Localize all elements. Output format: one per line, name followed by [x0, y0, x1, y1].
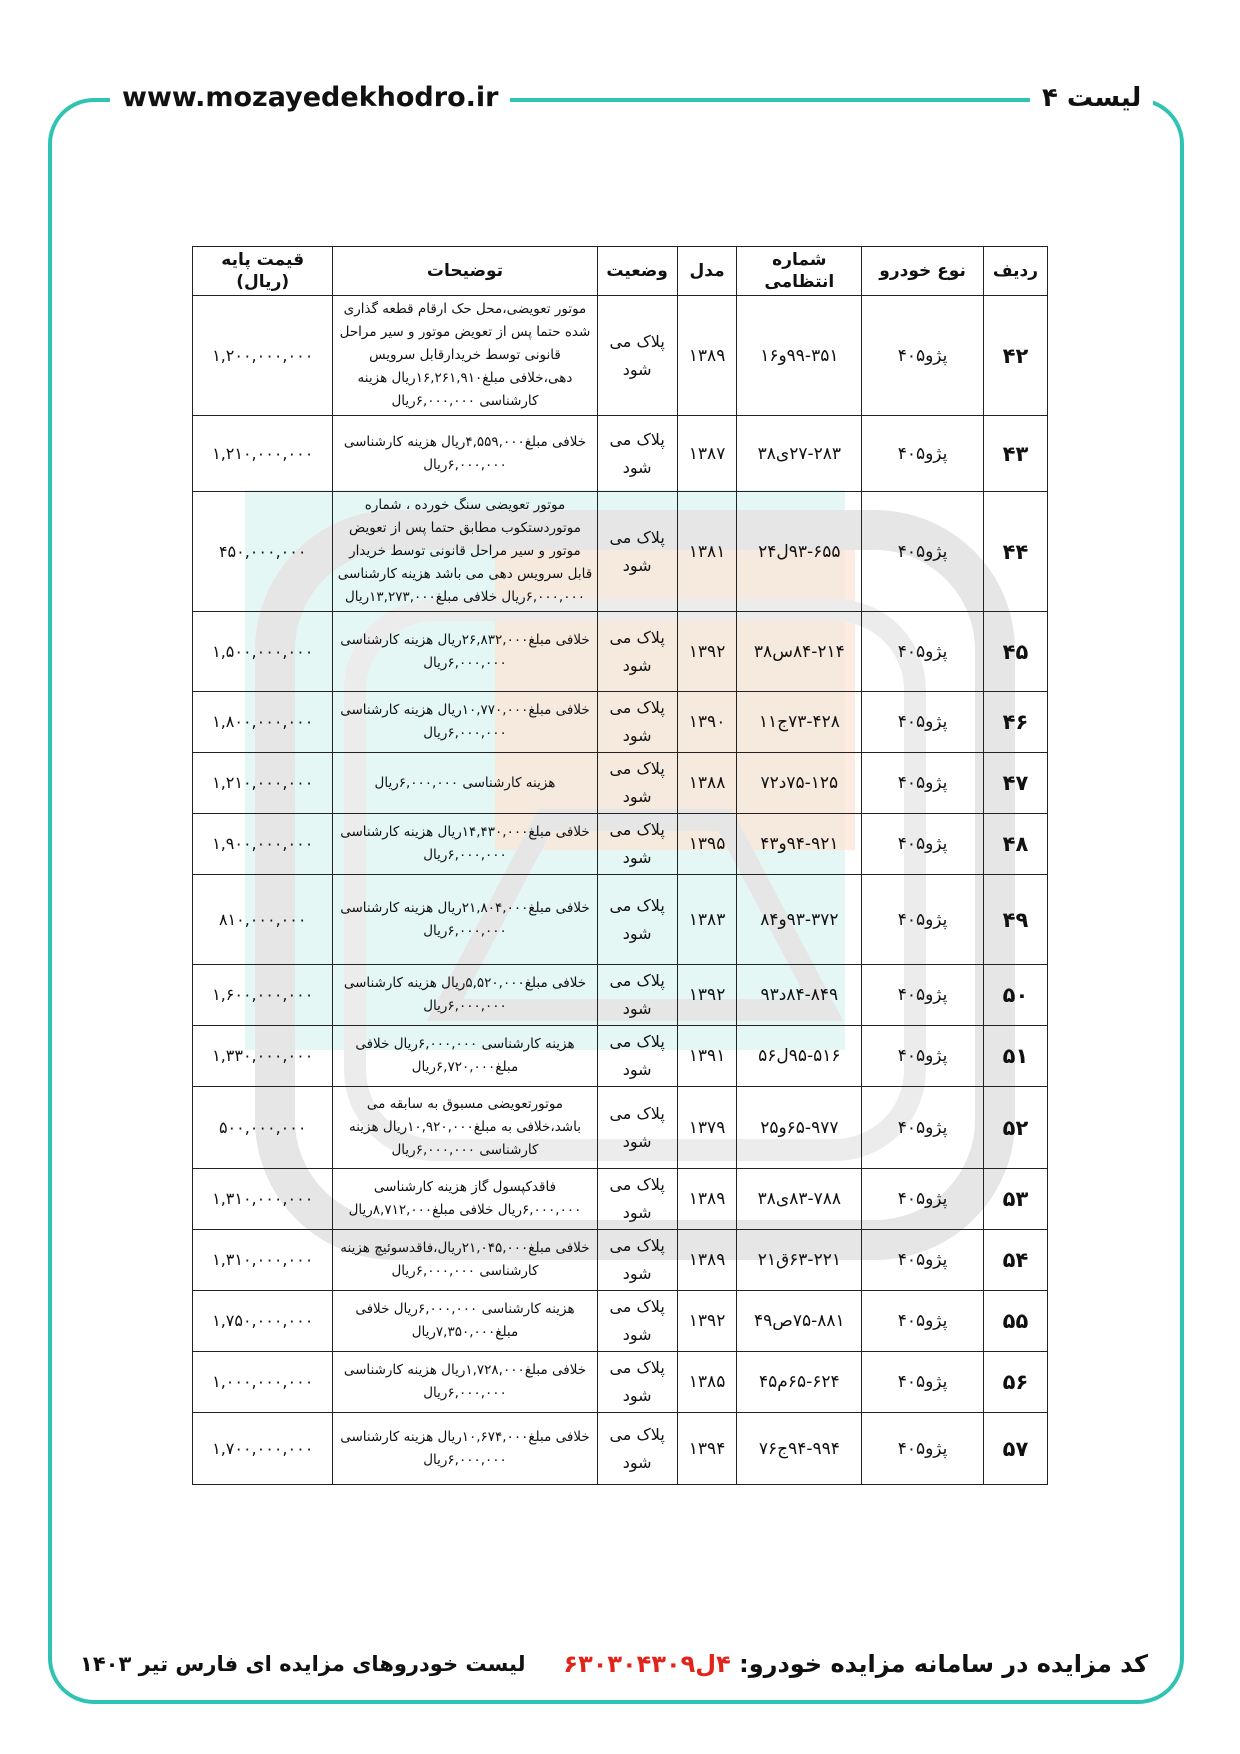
cell-row: ۵۰ — [983, 965, 1047, 1026]
cell-plate: ۷۳-۴۲۸ج۱۱ — [737, 692, 862, 753]
cell-model: ۱۳۸۳ — [677, 875, 737, 965]
table-row — [193, 814, 1048, 875]
cell-price: ۱,۸۰۰,۰۰۰,۰۰۰ — [193, 692, 333, 753]
cell-plate: ۷۵-۱۲۵د۷۲ — [737, 753, 862, 814]
cell-price: ۱,۷۰۰,۰۰۰,۰۰۰ — [193, 1413, 333, 1485]
cell-model: ۱۳۸۱ — [677, 492, 737, 612]
table-row — [193, 1026, 1048, 1087]
cell-model: ۱۳۸۹ — [677, 296, 737, 416]
cell-plate: ۷۵-۸۸۱ص۴۹ — [737, 1291, 862, 1352]
table-row — [193, 1352, 1048, 1413]
cell-row: ۴۹ — [983, 875, 1047, 965]
cell-desc: خلافی مبلغ۱,۷۲۸,۰۰۰ریال هزینه کارشناسی ۶,۰۰۰,۰۰۰ریال — [333, 1352, 597, 1413]
table-header-row — [193, 247, 1048, 296]
cell-price: ۱,۳۳۰,۰۰۰,۰۰۰ — [193, 1026, 333, 1087]
cell-status: پلاک می شود — [597, 1026, 677, 1087]
cell-row: ۴۶ — [983, 692, 1047, 753]
cell-type: پژو۴۰۵ — [862, 1026, 984, 1087]
cell-status: پلاک می شود — [597, 814, 677, 875]
col-plate: شماره انتظامی — [737, 247, 862, 296]
cell-model: ۱۳۹۲ — [677, 1291, 737, 1352]
footer-list-title: لیست خودروهای مزایده ای فارس تیر ۱۴۰۳ — [80, 1652, 526, 1676]
cell-type: پژو۴۰۵ — [862, 1413, 984, 1485]
cell-model: ۱۳۹۴ — [677, 1413, 737, 1485]
cell-desc: هزینه کارشناسی ۶,۰۰۰,۰۰۰ریال خلافی مبلغ۶,۷۲۰,۰۰۰ریال — [333, 1026, 597, 1087]
cell-desc: خلافی مبلغ۱۴,۴۳۰,۰۰۰ریال هزینه کارشناسی ۶,۰۰۰,۰۰۰ریال — [333, 814, 597, 875]
cell-plate: ۹۴-۹۹۴ج۷۶ — [737, 1413, 862, 1485]
table-row — [193, 416, 1048, 492]
table-row — [193, 875, 1048, 965]
cell-type: پژو۴۰۵ — [862, 612, 984, 692]
col-row: ردیف — [983, 247, 1047, 296]
cell-row: ۴۲ — [983, 296, 1047, 416]
cell-type: پژو۴۰۵ — [862, 692, 984, 753]
cell-desc: خلافی مبلغ۲۱,۰۴۵,۰۰۰ریال،فاقدسوئیچ هزینه کارشناسی ۶,۰۰۰,۰۰۰ریال — [333, 1230, 597, 1291]
cell-desc: خلافی مبلغ۴,۵۵۹,۰۰۰ریال هزینه کارشناسی ۶,۰۰۰,۰۰۰ریال — [333, 416, 597, 492]
cell-price: ۴۵۰,۰۰۰,۰۰۰ — [193, 492, 333, 612]
table-row — [193, 296, 1048, 416]
cell-price: ۱,۲۱۰,۰۰۰,۰۰۰ — [193, 416, 333, 492]
cell-model: ۱۳۸۸ — [677, 753, 737, 814]
cell-plate: ۹۳-۳۷۲و۸۴ — [737, 875, 862, 965]
cell-type: پژو۴۰۵ — [862, 965, 984, 1026]
cell-type: پژو۴۰۵ — [862, 1169, 984, 1230]
cell-plate: ۹۴-۹۲۱و۴۳ — [737, 814, 862, 875]
cell-status: پلاک می شود — [597, 1087, 677, 1169]
col-type: نوع خودرو — [862, 247, 984, 296]
cell-plate: ۸۴-۸۴۹د۹۳ — [737, 965, 862, 1026]
cell-model: ۱۳۷۹ — [677, 1087, 737, 1169]
cell-plate: ۸۳-۷۸۸ی۳۸ — [737, 1169, 862, 1230]
cell-price: ۱,۲۰۰,۰۰۰,۰۰۰ — [193, 296, 333, 416]
cell-plate: ۶۵-۶۲۴م۴۵ — [737, 1352, 862, 1413]
cell-status: پلاک می شود — [597, 1230, 677, 1291]
cell-status: پلاک می شود — [597, 1291, 677, 1352]
cell-type: پژو۴۰۵ — [862, 875, 984, 965]
cell-model: ۱۳۹۵ — [677, 814, 737, 875]
cell-row: ۵۴ — [983, 1230, 1047, 1291]
cell-status: پلاک می شود — [597, 875, 677, 965]
cell-row: ۴۷ — [983, 753, 1047, 814]
cell-status: پلاک می شود — [597, 492, 677, 612]
col-status: وضعیت — [597, 247, 677, 296]
table-row — [193, 965, 1048, 1026]
cell-row: ۵۶ — [983, 1352, 1047, 1413]
col-price: قیمت پایه (ریال) — [193, 247, 333, 296]
cell-row: ۴۸ — [983, 814, 1047, 875]
table-row — [193, 1087, 1048, 1169]
cell-type: پژو۴۰۵ — [862, 1352, 984, 1413]
table-row — [193, 612, 1048, 692]
cell-status: پلاک می شود — [597, 296, 677, 416]
col-model: مدل — [677, 247, 737, 296]
cell-price: ۱,۲۱۰,۰۰۰,۰۰۰ — [193, 753, 333, 814]
cell-row: ۵۱ — [983, 1026, 1047, 1087]
table-row — [193, 753, 1048, 814]
cell-row: ۵۵ — [983, 1291, 1047, 1352]
cell-desc: خلافی مبلغ۲۶,۸۳۲,۰۰۰ریال هزینه کارشناسی ۶,۰۰۰,۰۰۰ریال — [333, 612, 597, 692]
cell-price: ۱,۷۵۰,۰۰۰,۰۰۰ — [193, 1291, 333, 1352]
cell-type: پژو۴۰۵ — [862, 492, 984, 612]
table-row — [193, 1230, 1048, 1291]
cell-model: ۱۳۸۵ — [677, 1352, 737, 1413]
auction-code-value: ۴ل۶۳۰۳۰۴۳۰۹ — [563, 1650, 731, 1678]
cell-desc: خلافی مبلغ۲۱,۸۰۴,۰۰۰ریال هزینه کارشناسی ۶,۰۰۰,۰۰۰ریال — [333, 875, 597, 965]
cell-plate: ۸۴-۲۱۴س۳۸ — [737, 612, 862, 692]
cell-status: پلاک می شود — [597, 753, 677, 814]
cell-model: ۱۳۸۹ — [677, 1230, 737, 1291]
cell-status: پلاک می شود — [597, 1352, 677, 1413]
cell-price: ۱,۵۰۰,۰۰۰,۰۰۰ — [193, 612, 333, 692]
cell-model: ۱۳۹۲ — [677, 612, 737, 692]
table-row — [193, 1169, 1048, 1230]
cell-status: پلاک می شود — [597, 612, 677, 692]
cell-price: ۱,۰۰۰,۰۰۰,۰۰۰ — [193, 1352, 333, 1413]
table-row — [193, 1291, 1048, 1352]
cell-desc: موتورتعویضی مسبوق به سابقه می باشد،خلافی به مبلغ۱۰,۹۲۰,۰۰۰ریال هزینه کارشناسی ۶,۰۰۰,۰۰۰ریال — [333, 1087, 597, 1169]
cell-desc: فاقدکپسول گاز هزینه کارشناسی ۶,۰۰۰,۰۰۰ریال خلافی مبلغ۸,۷۱۲,۰۰۰ریال — [333, 1169, 597, 1230]
cell-desc: موتور تعویضی سنگ خورده ، شماره موتوردستکوب مطابق حتما پس از تعویض موتور و سیر مراحل قانونی توسط خریدار قابل سرویس دهی می باشد هزینه کارشناسی ۶,۰۰۰,۰۰۰ریال خلافی مبلغ۱۳,۲۷۳,۰۰۰ریال — [333, 492, 597, 612]
cell-row: ۴۴ — [983, 492, 1047, 612]
list-number: لیست ۴ — [1030, 78, 1153, 118]
cell-type: پژو۴۰۵ — [862, 1291, 984, 1352]
cell-row: ۴۳ — [983, 416, 1047, 492]
cell-row: ۵۲ — [983, 1087, 1047, 1169]
col-desc: توضیحات — [333, 247, 597, 296]
cell-price: ۱,۳۱۰,۰۰۰,۰۰۰ — [193, 1169, 333, 1230]
table-row — [193, 692, 1048, 753]
cell-status: پلاک می شود — [597, 692, 677, 753]
cell-row: ۵۷ — [983, 1413, 1047, 1485]
cell-type: پژو۴۰۵ — [862, 753, 984, 814]
footer-auction-code — [563, 1650, 1148, 1678]
vehicle-table — [192, 246, 1048, 1485]
cell-type: پژو۴۰۵ — [862, 1230, 984, 1291]
auction-code-label: کد مزایده در سامانه مزایده خودرو: — [739, 1650, 1148, 1678]
cell-desc: خلافی مبلغ۱۰,۷۷۰,۰۰۰ریال هزینه کارشناسی ۶,۰۰۰,۰۰۰ریال — [333, 692, 597, 753]
cell-desc: خلافی مبلغ۵,۵۲۰,۰۰۰ریال هزینه کارشناسی ۶,۰۰۰,۰۰۰ریال — [333, 965, 597, 1026]
cell-model: ۱۳۹۲ — [677, 965, 737, 1026]
table-row — [193, 492, 1048, 612]
cell-type: پژو۴۰۵ — [862, 1087, 984, 1169]
cell-desc: خلافی مبلغ۱۰,۶۷۴,۰۰۰ریال هزینه کارشناسی ۶,۰۰۰,۰۰۰ریال — [333, 1413, 597, 1485]
cell-plate: ۶۳-۲۲۱ق۲۱ — [737, 1230, 862, 1291]
cell-plate: ۹۵-۵۱۶ل۵۶ — [737, 1026, 862, 1087]
cell-price: ۸۱۰,۰۰۰,۰۰۰ — [193, 875, 333, 965]
cell-type: پژو۴۰۵ — [862, 814, 984, 875]
cell-status: پلاک می شود — [597, 1413, 677, 1485]
website-url: www.mozayedekhodro.ir — [110, 78, 510, 118]
cell-model: ۱۳۸۷ — [677, 416, 737, 492]
cell-desc: هزینه کارشناسی ۶,۰۰۰,۰۰۰ریال — [333, 753, 597, 814]
cell-plate: ۹۹-۳۵۱و۱۶ — [737, 296, 862, 416]
cell-desc: موتور تعویضی،محل حک ارقام قطعه گذاری شده حتما پس از تعویض موتور و سیر مراحل قانونی توسط خریدارقابل سرویس دهی،خلافی مبلغ۱۶,۲۶۱,۹۱۰ریال هزینه کارشناسی ۶,۰۰۰,۰۰۰ریال — [333, 296, 597, 416]
cell-type: پژو۴۰۵ — [862, 416, 984, 492]
cell-status: پلاک می شود — [597, 965, 677, 1026]
cell-status: پلاک می شود — [597, 416, 677, 492]
cell-price: ۱,۳۱۰,۰۰۰,۰۰۰ — [193, 1230, 333, 1291]
cell-model: ۱۳۹۰ — [677, 692, 737, 753]
cell-row: ۵۳ — [983, 1169, 1047, 1230]
cell-plate: ۶۵-۹۷۷و۲۵ — [737, 1087, 862, 1169]
cell-status: پلاک می شود — [597, 1169, 677, 1230]
cell-model: ۱۳۸۹ — [677, 1169, 737, 1230]
cell-price: ۵۰۰,۰۰۰,۰۰۰ — [193, 1087, 333, 1169]
cell-price: ۱,۶۰۰,۰۰۰,۰۰۰ — [193, 965, 333, 1026]
table-row — [193, 1413, 1048, 1485]
cell-type: پژو۴۰۵ — [862, 296, 984, 416]
cell-desc: هزینه کارشناسی ۶,۰۰۰,۰۰۰ریال خلافی مبلغ۷,۳۵۰,۰۰۰ریال — [333, 1291, 597, 1352]
cell-plate: ۹۳-۶۵۵ل۲۴ — [737, 492, 862, 612]
cell-plate: ۲۷-۲۸۳ی۳۸ — [737, 416, 862, 492]
cell-price: ۱,۹۰۰,۰۰۰,۰۰۰ — [193, 814, 333, 875]
cell-model: ۱۳۹۱ — [677, 1026, 737, 1087]
cell-row: ۴۵ — [983, 612, 1047, 692]
